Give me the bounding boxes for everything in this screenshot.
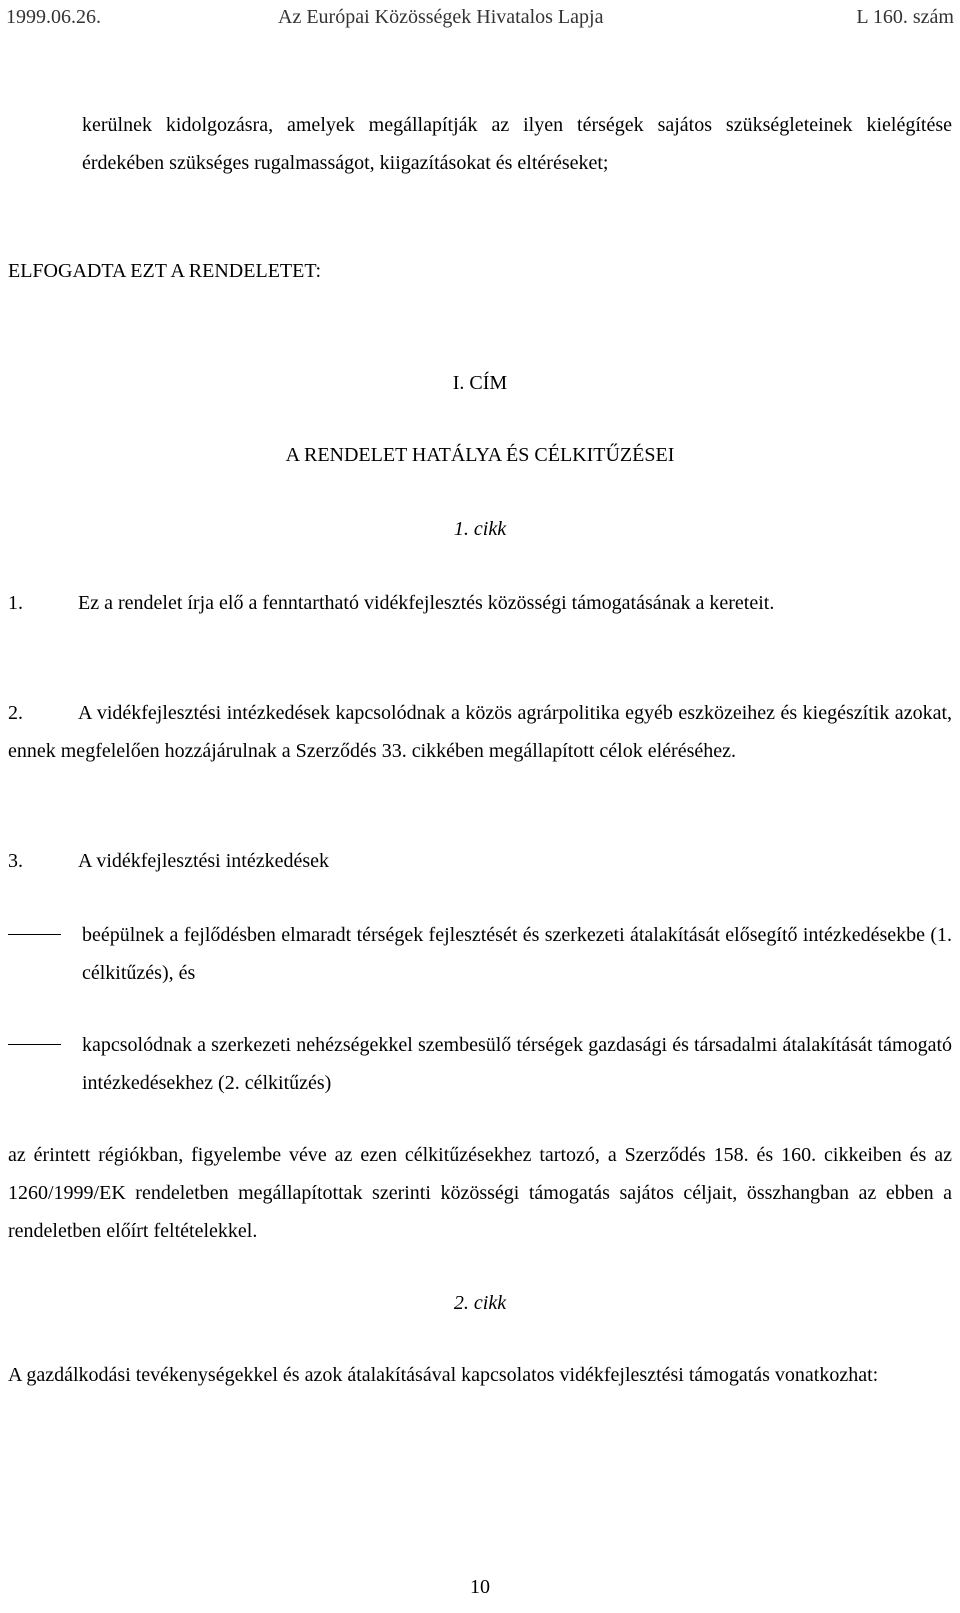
dash-marker: [8, 934, 61, 935]
header-issue-number: L 160. szám: [856, 6, 954, 28]
paragraph-number: 3.: [8, 850, 23, 872]
adoption-statement: ELFOGADTA EZT A RENDELETET:: [8, 260, 322, 282]
page-header: [6, 6, 954, 34]
paragraph-text: A vidékfejlesztési intézkedések kapcsolódnak a közös agrárpolitika egyéb eszközeihez és kiegészítik azokat, ennek megfelelően hozzájárulnak a Szerződés 33. cikkében megállapított célok eléréséhez.: [8, 702, 952, 762]
article-2-heading: 2. cikk: [453, 1292, 507, 1314]
title-heading: A RENDELET HATÁLYA ÉS CÉLKITŰZÉSEI: [285, 444, 675, 466]
paragraph-number: 2.: [8, 702, 23, 724]
article-1-heading: 1. cikk: [453, 518, 507, 540]
intro-paragraph: kerülnek kidolgozásra, amelyek megállapítják az ilyen térségek sajátos szükségleteinek kielégítése érdekében szükséges rugalmasságot, kiigazításokat és eltéréseket;: [82, 114, 952, 174]
article-1-paragraph-3: [8, 842, 952, 880]
paragraph-number: 1.: [8, 592, 23, 614]
header-date: 1999.06.26.: [6, 6, 101, 28]
dash-item-text: kapcsolódnak a szerkezeti nehézségekkel szembesülő térségek gazdasági és társadalmi átalakítását támogató intézkedésekhez (2. célkitűzés): [82, 1034, 952, 1094]
paragraph-text: A vidékfejlesztési intézkedések: [78, 850, 330, 872]
header-journal-title: Az Európai Közösségek Hivatalos Lapja: [278, 6, 604, 28]
paragraph-text: Ez a rendelet írja elő a fenntartható vidékfejlesztés közösségi támogatásának a kereteit.: [78, 592, 775, 614]
dash-marker: [8, 1044, 61, 1045]
page-number: 10: [470, 1576, 490, 1598]
article-2-paragraph: A gazdálkodási tevékenységekkel és azok átalakításával kapcsolatos vidékfejlesztési támogatás vonatkozhat:: [8, 1364, 879, 1386]
dash-item-text: beépülnek a fejlődésben elmaradt térségek fejlesztését és szerkezeti átalakítását elősegítő intézkedésekbe (1. célkitűzés), és: [82, 924, 952, 984]
article-1-paragraph-2: [8, 694, 952, 770]
article-1-paragraph-1: [8, 584, 952, 622]
article-1-closing-paragraph: az érintett régiókban, figyelembe véve az ezen célkitűzésekhez tartozó, a Szerződés 158. és 160. cikkeiben és az 1260/1999/EK rendeletben megállapítottak szerinti közösségi támogatás sajátos céljait, összhangban az ebben a rendeletben előírt feltételekkel.: [8, 1144, 952, 1242]
title-number: I. CÍM: [452, 372, 508, 394]
